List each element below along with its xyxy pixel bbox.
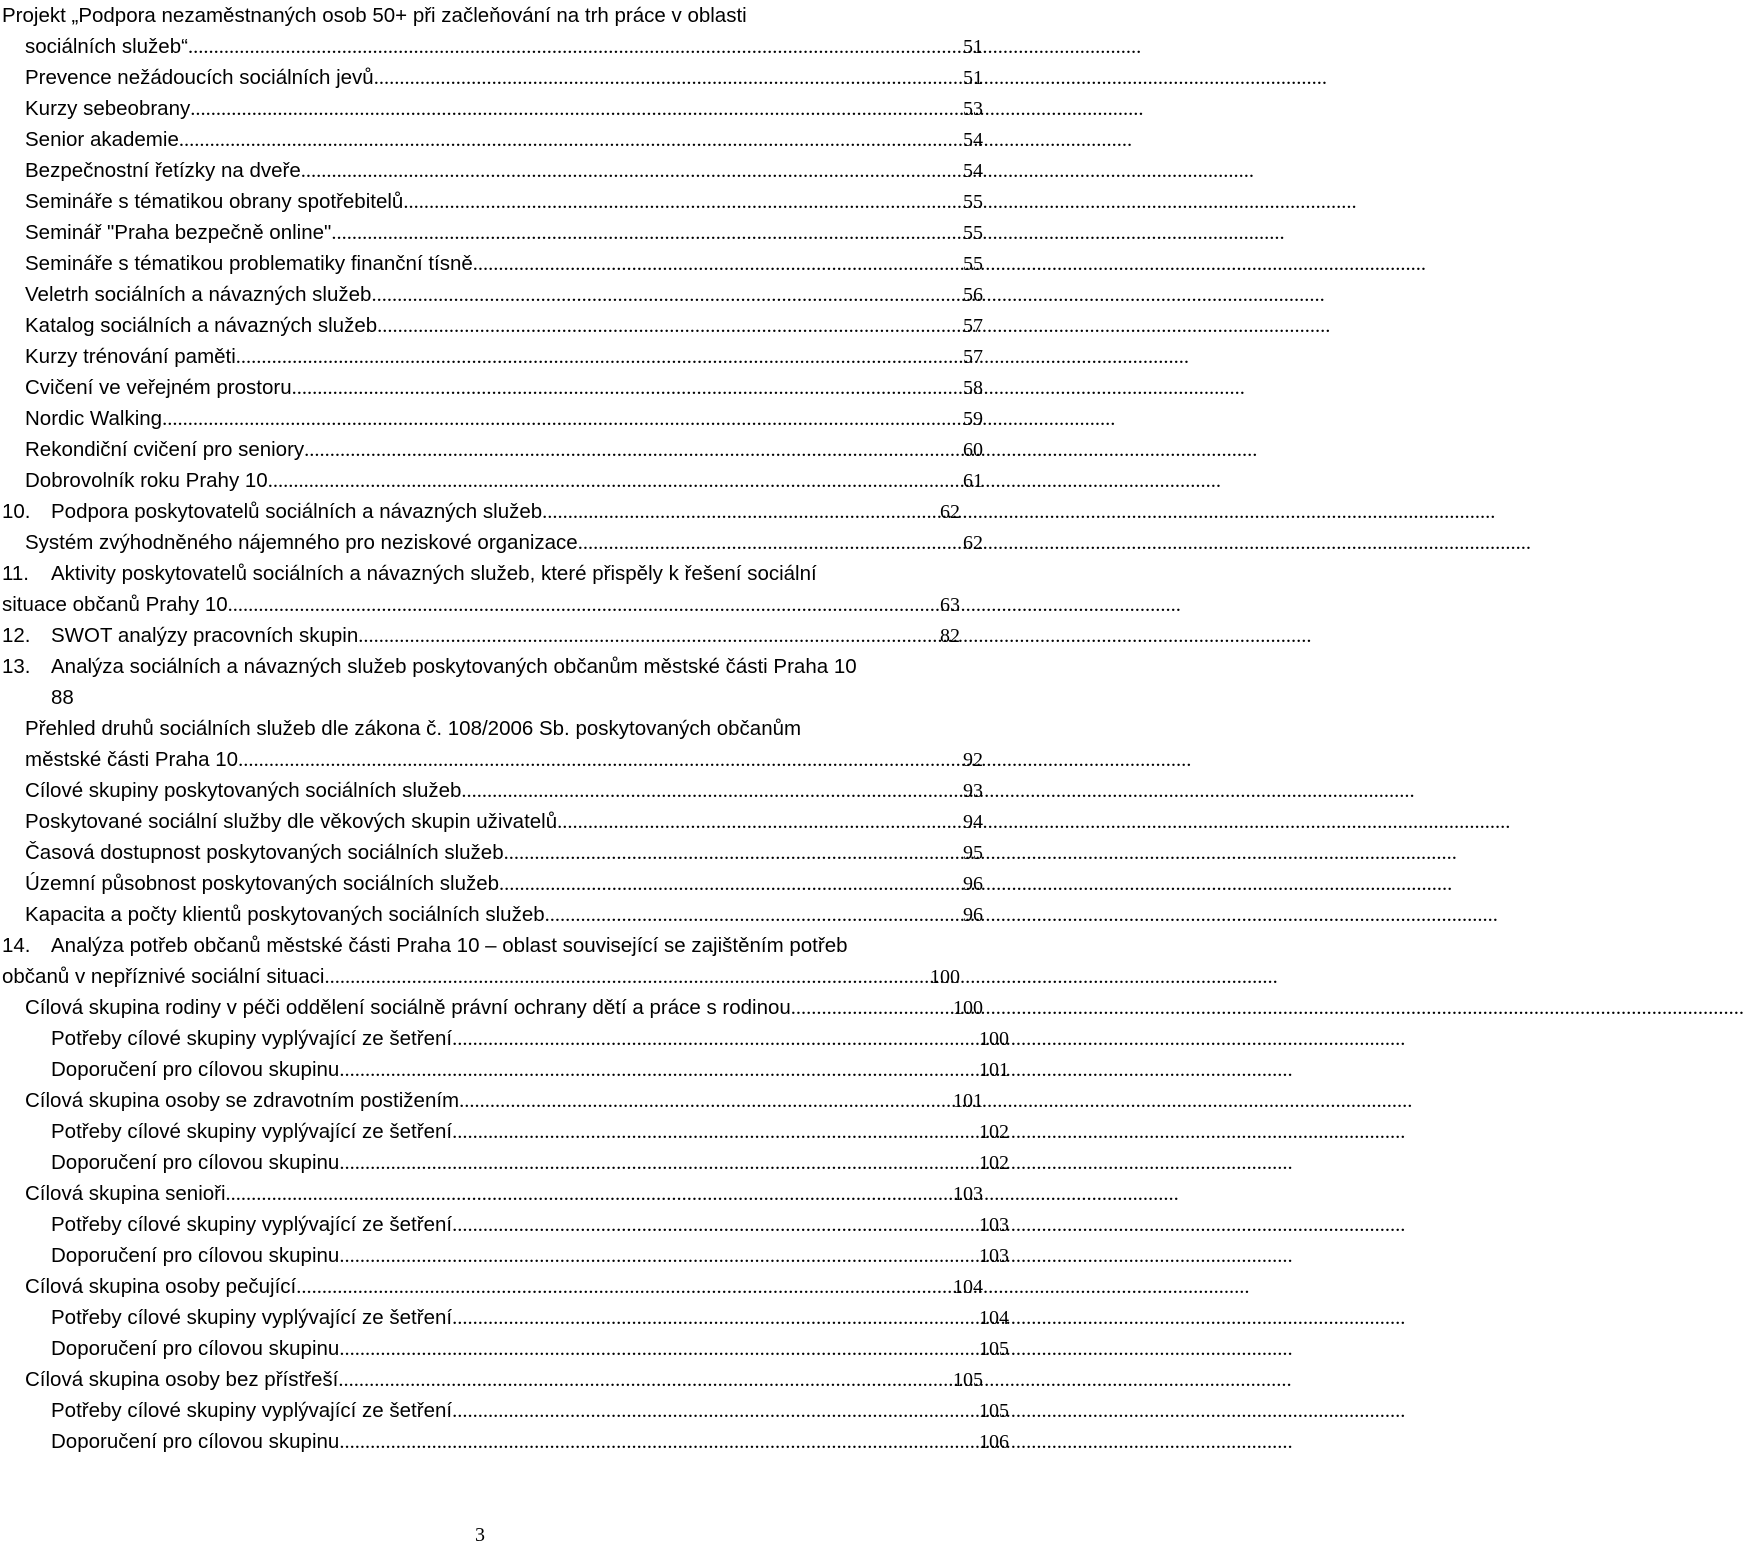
toc-entry-page: 58 <box>963 377 983 399</box>
toc-entry-title: SWOT analýzy pracovních skupin <box>51 624 359 647</box>
toc-entry[interactable] <box>0 837 985 868</box>
toc-entry[interactable] <box>0 124 985 155</box>
toc-entry-title: Cílová skupina osoby pečující <box>25 1275 297 1298</box>
toc-entry[interactable] <box>0 248 985 279</box>
toc-entry[interactable] <box>0 744 985 775</box>
toc-entry-title: Potřeby cílové skupiny vyplývající ze šetření <box>51 1213 453 1236</box>
toc-entry-page: 55 <box>963 253 983 275</box>
dot-leader <box>542 502 939 523</box>
dot-leader <box>791 998 952 1019</box>
dot-leader <box>452 1401 978 1422</box>
dot-leader <box>499 874 962 895</box>
toc-entry[interactable] <box>0 527 985 558</box>
toc-entry[interactable] <box>0 31 985 62</box>
toc-entry[interactable] <box>0 465 985 496</box>
toc-entry-title: Veletrh sociálních a návazných služeb <box>25 283 372 306</box>
dot-leader <box>452 1029 978 1050</box>
dot-leader <box>473 254 962 275</box>
toc-entry[interactable] <box>0 1271 985 1302</box>
toc-entry-title: Prevence nežádoucích sociálních jevů <box>25 66 374 89</box>
toc-entry-page: 105 <box>953 1369 983 1391</box>
toc-entry[interactable] <box>0 496 962 527</box>
toc-entry-page: 103 <box>979 1245 1009 1267</box>
toc-entry-title: 88 <box>51 686 74 709</box>
toc-entry-title: Potřeby cílové skupiny vyplývající ze šetření <box>51 1027 453 1050</box>
toc-entry-title: Cvičení ve veřejném prostoru <box>25 376 292 399</box>
toc-entry-title: Bezpečnostní řetízky na dveře <box>25 159 301 182</box>
toc-entry-page: 54 <box>963 129 983 151</box>
toc-entry-page: 106 <box>979 1431 1009 1453</box>
toc-entry-title: Doporučení pro cílovou skupinu <box>51 1430 340 1453</box>
toc-entry-page: 102 <box>979 1121 1009 1143</box>
dot-leader <box>339 1432 978 1453</box>
toc-entry-page: 60 <box>963 439 983 461</box>
toc-entry-page: 82 <box>940 625 960 647</box>
toc-entry-page: 103 <box>979 1214 1009 1236</box>
page-number: 3 <box>475 1524 485 1546</box>
dot-leader <box>304 440 962 461</box>
dot-leader <box>452 1308 978 1329</box>
toc-entry[interactable] <box>0 310 985 341</box>
toc-entry[interactable] <box>0 155 985 186</box>
toc-entry[interactable] <box>0 1333 1011 1364</box>
toc-entry-title: Potřeby cílové skupiny vyplývající ze šetření <box>51 1399 453 1422</box>
toc-entry[interactable] <box>0 372 985 403</box>
toc-entry-title: Cílové skupiny poskytovaných sociálních služeb <box>25 779 462 802</box>
toc-entry-title: Kapacita a počty klientů poskytovaných sociálních služeb <box>25 903 545 926</box>
toc-entry[interactable] <box>0 992 985 1023</box>
toc-entry-title: Doporučení pro cílovou skupinu <box>51 1151 340 1174</box>
toc-entry[interactable] <box>0 341 985 372</box>
dot-leader <box>236 347 962 368</box>
toc-entry-page: 59 <box>963 408 983 430</box>
toc-entry[interactable] <box>0 1116 1011 1147</box>
toc-entry[interactable] <box>0 1209 1011 1240</box>
toc-entry-title: Nordic Walking <box>25 407 163 430</box>
toc-entry-line[interactable] <box>0 558 960 589</box>
toc-entry-page: 101 <box>979 1059 1009 1081</box>
dot-leader <box>545 905 962 926</box>
toc-entry-title: Dobrovolník roku Prahy 10 <box>25 469 268 492</box>
toc-entry-page: 104 <box>953 1276 983 1298</box>
toc-entry-title: Projekt „Podpora nezaměstnaných osob 50+ při začleňování na trh práce v oblasti <box>2 4 747 27</box>
toc-entry-title: Územní působnost poskytovaných sociálních služeb <box>25 872 500 895</box>
toc-entry[interactable] <box>0 434 985 465</box>
toc-entry-page: 62 <box>963 532 983 554</box>
toc-entry[interactable] <box>0 1178 985 1209</box>
toc-entry-page: 103 <box>953 1183 983 1205</box>
dot-leader <box>374 68 962 89</box>
toc-entry-title: občanů v nepříznivé sociální situaci <box>2 965 325 988</box>
dot-leader <box>504 843 962 864</box>
toc-entry-title: Přehled druhů sociálních služeb dle zákona č. 108/2006 Sb. poskytovaných občanům <box>25 717 802 740</box>
toc-entry-title: Senior akademie <box>25 128 179 151</box>
toc-entry[interactable] <box>0 806 985 837</box>
dot-leader <box>339 1060 978 1081</box>
toc-entry[interactable] <box>0 279 985 310</box>
toc-entry[interactable] <box>0 589 962 620</box>
dot-leader <box>339 1339 978 1360</box>
toc-entry-page: 93 <box>963 780 983 802</box>
toc-entry[interactable] <box>0 403 985 434</box>
dot-leader <box>339 1246 978 1267</box>
dot-leader <box>403 192 962 213</box>
toc-entry-title: Katalog sociálních a návazných služeb <box>25 314 378 337</box>
toc-entry-page: 53 <box>963 98 983 120</box>
toc-entry[interactable] <box>0 1085 985 1116</box>
toc-entry[interactable] <box>0 186 985 217</box>
dot-leader <box>226 1184 952 1205</box>
dot-leader <box>296 1277 952 1298</box>
toc-entry[interactable] <box>0 1364 985 1395</box>
toc-entry[interactable] <box>0 1147 1011 1178</box>
toc-entry-page: 54 <box>963 160 983 182</box>
dot-leader <box>268 471 962 492</box>
toc-entry[interactable] <box>0 1395 1011 1426</box>
toc-entry-page: 51 <box>963 36 983 58</box>
toc-entry-title: Analýza sociálních a návazných služeb poskytovaných občanům městské části Praha 10 <box>51 655 857 678</box>
toc-entry-title: Časová dostupnost poskytovaných sociálních služeb <box>25 841 504 864</box>
toc-entry-title: Kurzy sebeobrany <box>25 97 191 120</box>
dot-leader <box>188 37 962 58</box>
toc-entry[interactable] <box>0 961 962 992</box>
toc-entry[interactable] <box>0 1426 1011 1457</box>
toc-entry-page: 104 <box>979 1307 1009 1329</box>
toc-entry-title: Analýza potřeb občanů městské části Praha 10 – oblast související se zajištěním potřeb <box>51 934 848 957</box>
toc-entry-title: Semináře s tématikou obrany spotřebitelů <box>25 190 404 213</box>
toc-entry-title: městské části Praha 10 <box>25 748 239 771</box>
toc-entry[interactable] <box>0 775 985 806</box>
toc-entry-title: Cílová skupina senioři <box>25 1182 226 1205</box>
toc-entry[interactable] <box>0 868 985 899</box>
toc-entry-number: 12. <box>2 624 31 647</box>
toc-entry-page: 51 <box>963 67 983 89</box>
toc-entry-title: Cílová skupina osoby bez přístřeší <box>25 1368 339 1391</box>
toc-entry-page: 96 <box>963 873 983 895</box>
toc-entry-title: Potřeby cílové skupiny vyplývající ze šetření <box>51 1306 453 1329</box>
toc-entry-page: 92 <box>963 749 983 771</box>
toc-entry-page: 105 <box>979 1338 1009 1360</box>
toc-entry-page: 96 <box>963 904 983 926</box>
dot-leader <box>301 161 962 182</box>
toc-entry-page: 105 <box>979 1400 1009 1422</box>
toc-entry[interactable] <box>0 93 985 124</box>
toc-entry-title: Rekondiční cvičení pro seniory <box>25 438 305 461</box>
toc-entry-number: 10. <box>2 500 31 523</box>
dot-leader <box>162 409 962 430</box>
toc-entry-page: 61 <box>963 470 983 492</box>
dot-leader <box>338 1370 952 1391</box>
dot-leader <box>190 99 962 120</box>
dot-leader <box>358 626 939 647</box>
toc-entry-title: Semináře s tématikou problematiky finanční tísně <box>25 252 473 275</box>
toc-entry-title: Aktivity poskytovatelů sociálních a návazných služeb, které přispěly k řešení sociální <box>51 562 817 585</box>
toc-entry-page: 101 <box>953 1090 983 1112</box>
dot-leader <box>452 1215 978 1236</box>
toc-entry-title: Doporučení pro cílovou skupinu <box>51 1244 340 1267</box>
toc-entry[interactable] <box>0 1054 1011 1085</box>
toc-entry-page: 56 <box>963 284 983 306</box>
dot-leader <box>377 316 962 337</box>
toc-entry-line[interactable] <box>0 0 960 31</box>
toc-entry-line[interactable] <box>0 713 960 744</box>
toc-entry-page: 62 <box>940 501 960 523</box>
toc-entry-title: Podpora poskytovatelů sociálních a návazných služeb <box>51 500 543 523</box>
toc-entry-page: 55 <box>963 222 983 244</box>
dot-leader <box>292 378 962 399</box>
dot-leader <box>325 967 930 988</box>
toc-entry-page: 55 <box>963 191 983 213</box>
toc-entry-number: 11. <box>2 562 29 585</box>
dot-leader <box>557 812 962 833</box>
toc-entry-line[interactable] <box>0 651 960 682</box>
toc-entry-line[interactable] <box>0 930 960 961</box>
dot-leader <box>371 285 962 306</box>
toc-entry-number: 13. <box>2 655 31 678</box>
dot-leader <box>452 1122 978 1143</box>
toc-entry-page: 102 <box>979 1152 1009 1174</box>
toc-entry-line[interactable] <box>0 682 960 713</box>
toc-entry-title: Systém zvýhodněného nájemného pro neziskové organizace <box>25 531 578 554</box>
dot-leader <box>179 130 962 151</box>
toc-entry-title: Cílová skupina osoby se zdravotním postižením <box>25 1089 460 1112</box>
dot-leader <box>578 533 962 554</box>
dot-leader <box>461 781 962 802</box>
toc-entry-title: Doporučení pro cílovou skupinu <box>51 1058 340 1081</box>
toc-entry[interactable] <box>0 899 985 930</box>
toc-entry-title: Seminář "Praha bezpečně online" <box>25 221 332 244</box>
toc-entry-page: 100 <box>979 1028 1009 1050</box>
toc-entry[interactable] <box>0 620 962 651</box>
dot-leader <box>459 1091 952 1112</box>
toc-entry-title: sociálních služeb“ <box>25 35 188 58</box>
toc-entry-page: 63 <box>940 594 960 616</box>
toc-entry[interactable] <box>0 62 985 93</box>
toc-entry-page: 95 <box>963 842 983 864</box>
toc-entry-page: 100 <box>930 966 960 988</box>
dot-leader <box>339 1153 978 1174</box>
toc-entry[interactable] <box>0 1023 1011 1054</box>
toc-entry-title: Potřeby cílové skupiny vyplývající ze šetření <box>51 1120 453 1143</box>
toc-entry-page: 57 <box>963 346 983 368</box>
toc-entry-title: Doporučení pro cílovou skupinu <box>51 1337 340 1360</box>
toc-entry-title: Cílová skupina rodiny v péči oddělení sociálně právní ochrany dětí a práce s rodinou <box>25 996 791 1019</box>
toc-entry-page: 94 <box>963 811 983 833</box>
dot-leader <box>331 223 962 244</box>
toc-entry-number: 14. <box>2 934 31 957</box>
toc-entry-title: Kurzy trénování paměti <box>25 345 236 368</box>
dot-leader <box>238 750 962 771</box>
toc-entry-page: 57 <box>963 315 983 337</box>
toc-entry[interactable] <box>0 217 985 248</box>
toc-entry-title: situace občanů Prahy 10 <box>2 593 228 616</box>
dot-leader <box>228 595 939 616</box>
toc-entry[interactable] <box>0 1302 1011 1333</box>
toc-entry[interactable] <box>0 1240 1011 1271</box>
toc-entry-title: Poskytované sociální služby dle věkových skupin uživatelů <box>25 810 558 833</box>
toc-entry-page: 100 <box>953 997 983 1019</box>
